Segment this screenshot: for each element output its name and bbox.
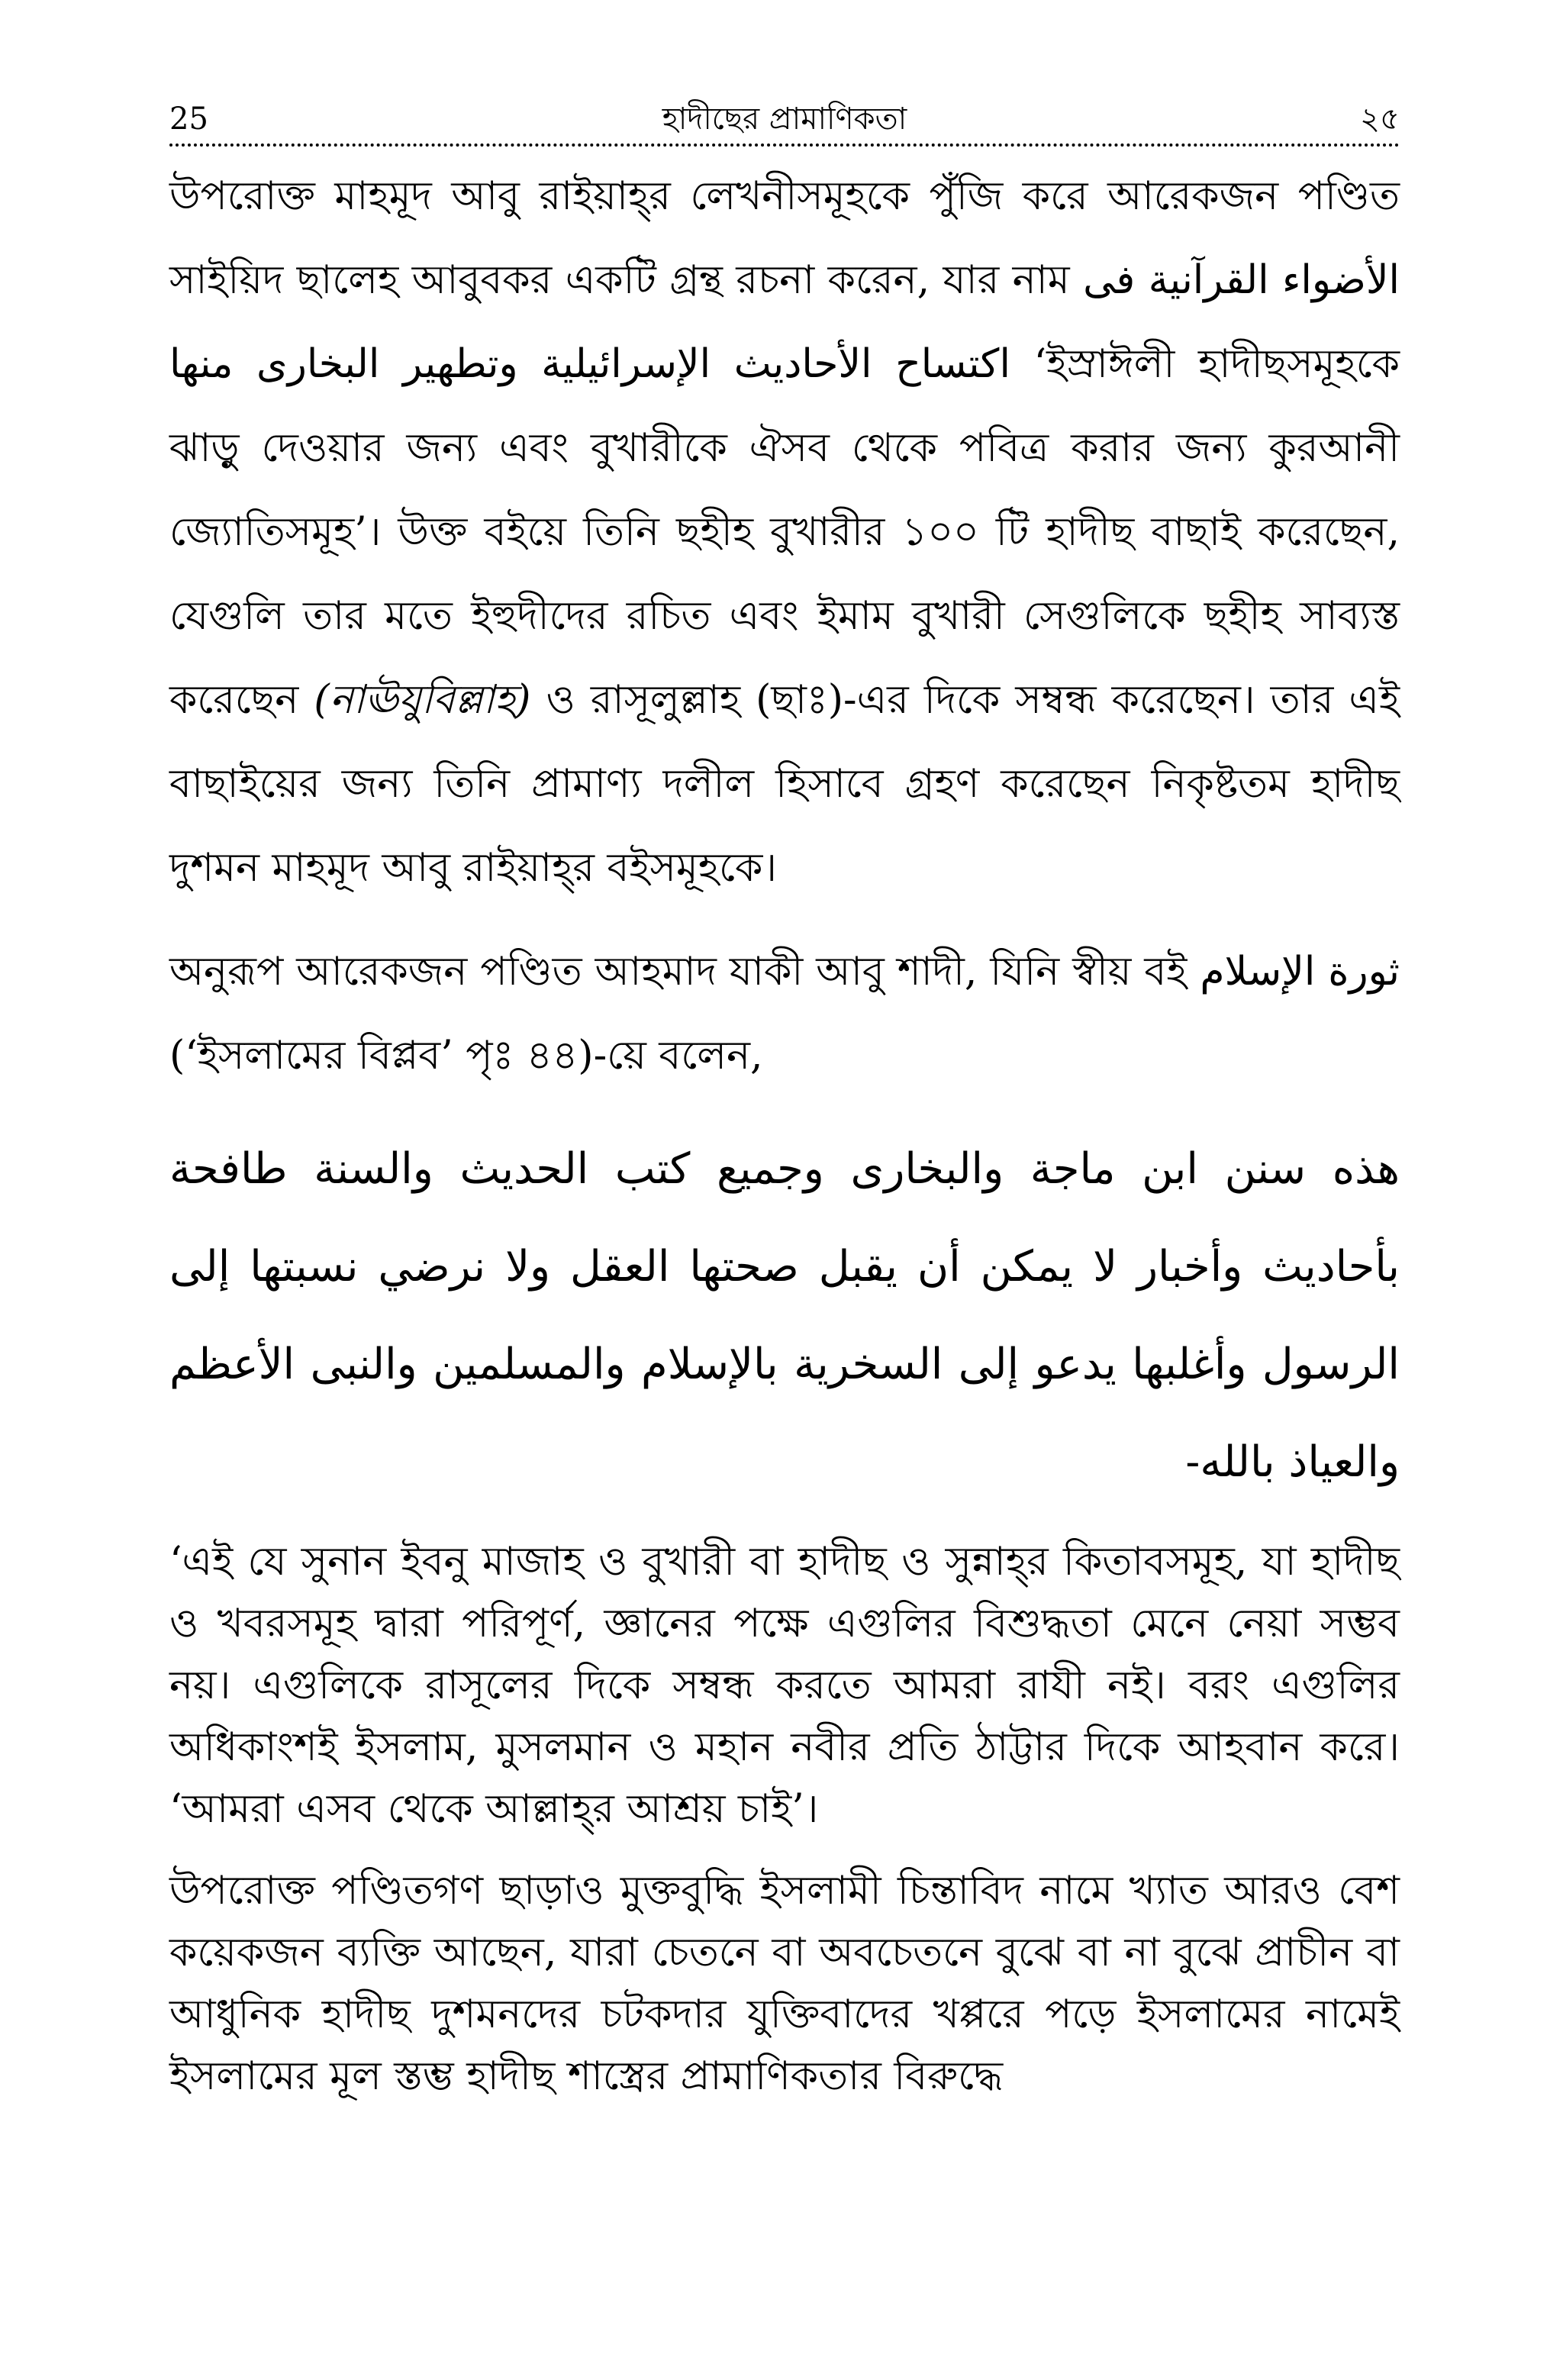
paragraph-3-translation: ‘এই যে সুনান ইবনু মাজাহ ও বুখারী বা হাদীছ ও সুন্নাহ্‌র কিতাবসমূহ, যা হাদীছ ও খবরসমূহ দ্বারা পরিপূর্ণ, জ্ঞানের পক্ষে এগুলির বিশুদ্ধতা মেনে নেয়া সম্ভব নয়। এগুলিকে রাসূলের দিকে সম্বন্ধ করতে আমরা রাযী নই। বরং এগুলির অধিকাংশই ইসলাম, মুসলমান ও মহান নবীর প্রতি ঠাট্টার দিকে আহবান করে। ‘আমরা এসব থেকে আল্লাহ্‌র আশ্রয় চাই’। — [169, 1539, 1400, 1832]
paragraph-1-text: উপরোক্ত মাহমূদ আবু রাইয়াহ্‌র লেখনীসমূহকে পুঁজি করে আরেকজন পণ্ডিত সাইয়িদ ছালেহ আবুবকর একটি গ্রন্থ রচনা করেন, যার নাম — [169, 173, 1400, 303]
running-title: হাদীছের প্রামাণিকতা — [662, 102, 907, 137]
paragraph-2 — [169, 930, 1400, 1098]
running-header — [169, 90, 1400, 147]
paragraph-1-italic: (নাঊযুবিল্লাহ) — [314, 677, 531, 723]
paragraph-1-text-2: ‘ইস্রাঈলী হাদীছসমূহকে ঝাড়ু দেওয়ার জন্য এবং বুখারীকে ঐসব থেকে পবিত্র করার জন্য কুরআনী জ্যোতিসমূহ’। উক্ত বইয়ে তিনি ছহীহ বুখারীর ১০০ টি হাদীছ বাছাই করেছেন, যেগুলি তার মতে ইহুদীদের রচিত এবং ইমাম বুখারী সেগুলিকে ছহীহ সাব্যস্ত করেছেন — [169, 341, 1400, 723]
paragraph-4: উপরোক্ত পণ্ডিতগণ ছাড়াও মুক্তবুদ্ধি ইসলামী চিন্তাবিদ নামে খ্যাত আরও বেশ কয়েকজন ব্যক্তি আছেন, যারা চেতনে বা অবচেতনে বুঝে বা না বুঝে প্রাচীন বা আধুনিক হাদীছ দুশমনদের চটকদার যুক্তিবাদের খপ্পরে পড়ে ইসলামের নামেই ইসলামের মূল স্তম্ভ হাদীছ শাস্ত্রের প্রামাণিকতার বিরুদ্ধে — [169, 1868, 1400, 2099]
paragraph-2-text-2: (‘ইসলামের বিপ্লব’ পৃঃ ৪৪)-য়ে বলেন, — [169, 1033, 763, 1079]
paragraph-2-text: অনুরূপ আরেকজন পণ্ডিত আহমাদ যাকী আবু শাদী, যিনি স্বীয় বই — [169, 949, 1188, 995]
arabic-quote: هذه سنن ابن ماجة والبخارى وجميع كتب الحديث والسنة طافحة بأحاديث وأخبار لا يمكن أن يقبل صحتها العقل ولا نرضي نسبتها إلى الرسول وأغلبها يدعو إلى السخرية بالإسلام والمسلمين والنبى الأعظم والعياذ بالله- — [169, 1144, 1400, 1487]
paragraph-2-arabic-title: ثورة الإسلام — [1200, 949, 1400, 995]
paragraph-1 — [169, 154, 1400, 910]
paragraph-1-arabic-title: الأضواء القرآنية فى اكتساح الأحاديث الإسرائيلية وتطهير البخارى منها — [169, 257, 1400, 387]
body-text — [169, 154, 1400, 2107]
page-number-bengali: ২৫ — [1360, 102, 1400, 137]
page-number-latin: 25 — [169, 102, 208, 137]
paragraph-1-text-3: ও রাসূলুল্লাহ (ছাঃ)-এর দিকে সম্বন্ধ করেছেন। তার এই বাছাইয়ের জন্য তিনি প্রামাণ্য দলীল হিসাবে গ্রহণ করেছেন নিকৃষ্টতম হাদীছ দুশমন মাহমূদ আবু রাইয়াহ্‌র বইসমূহকে। — [169, 677, 1400, 891]
